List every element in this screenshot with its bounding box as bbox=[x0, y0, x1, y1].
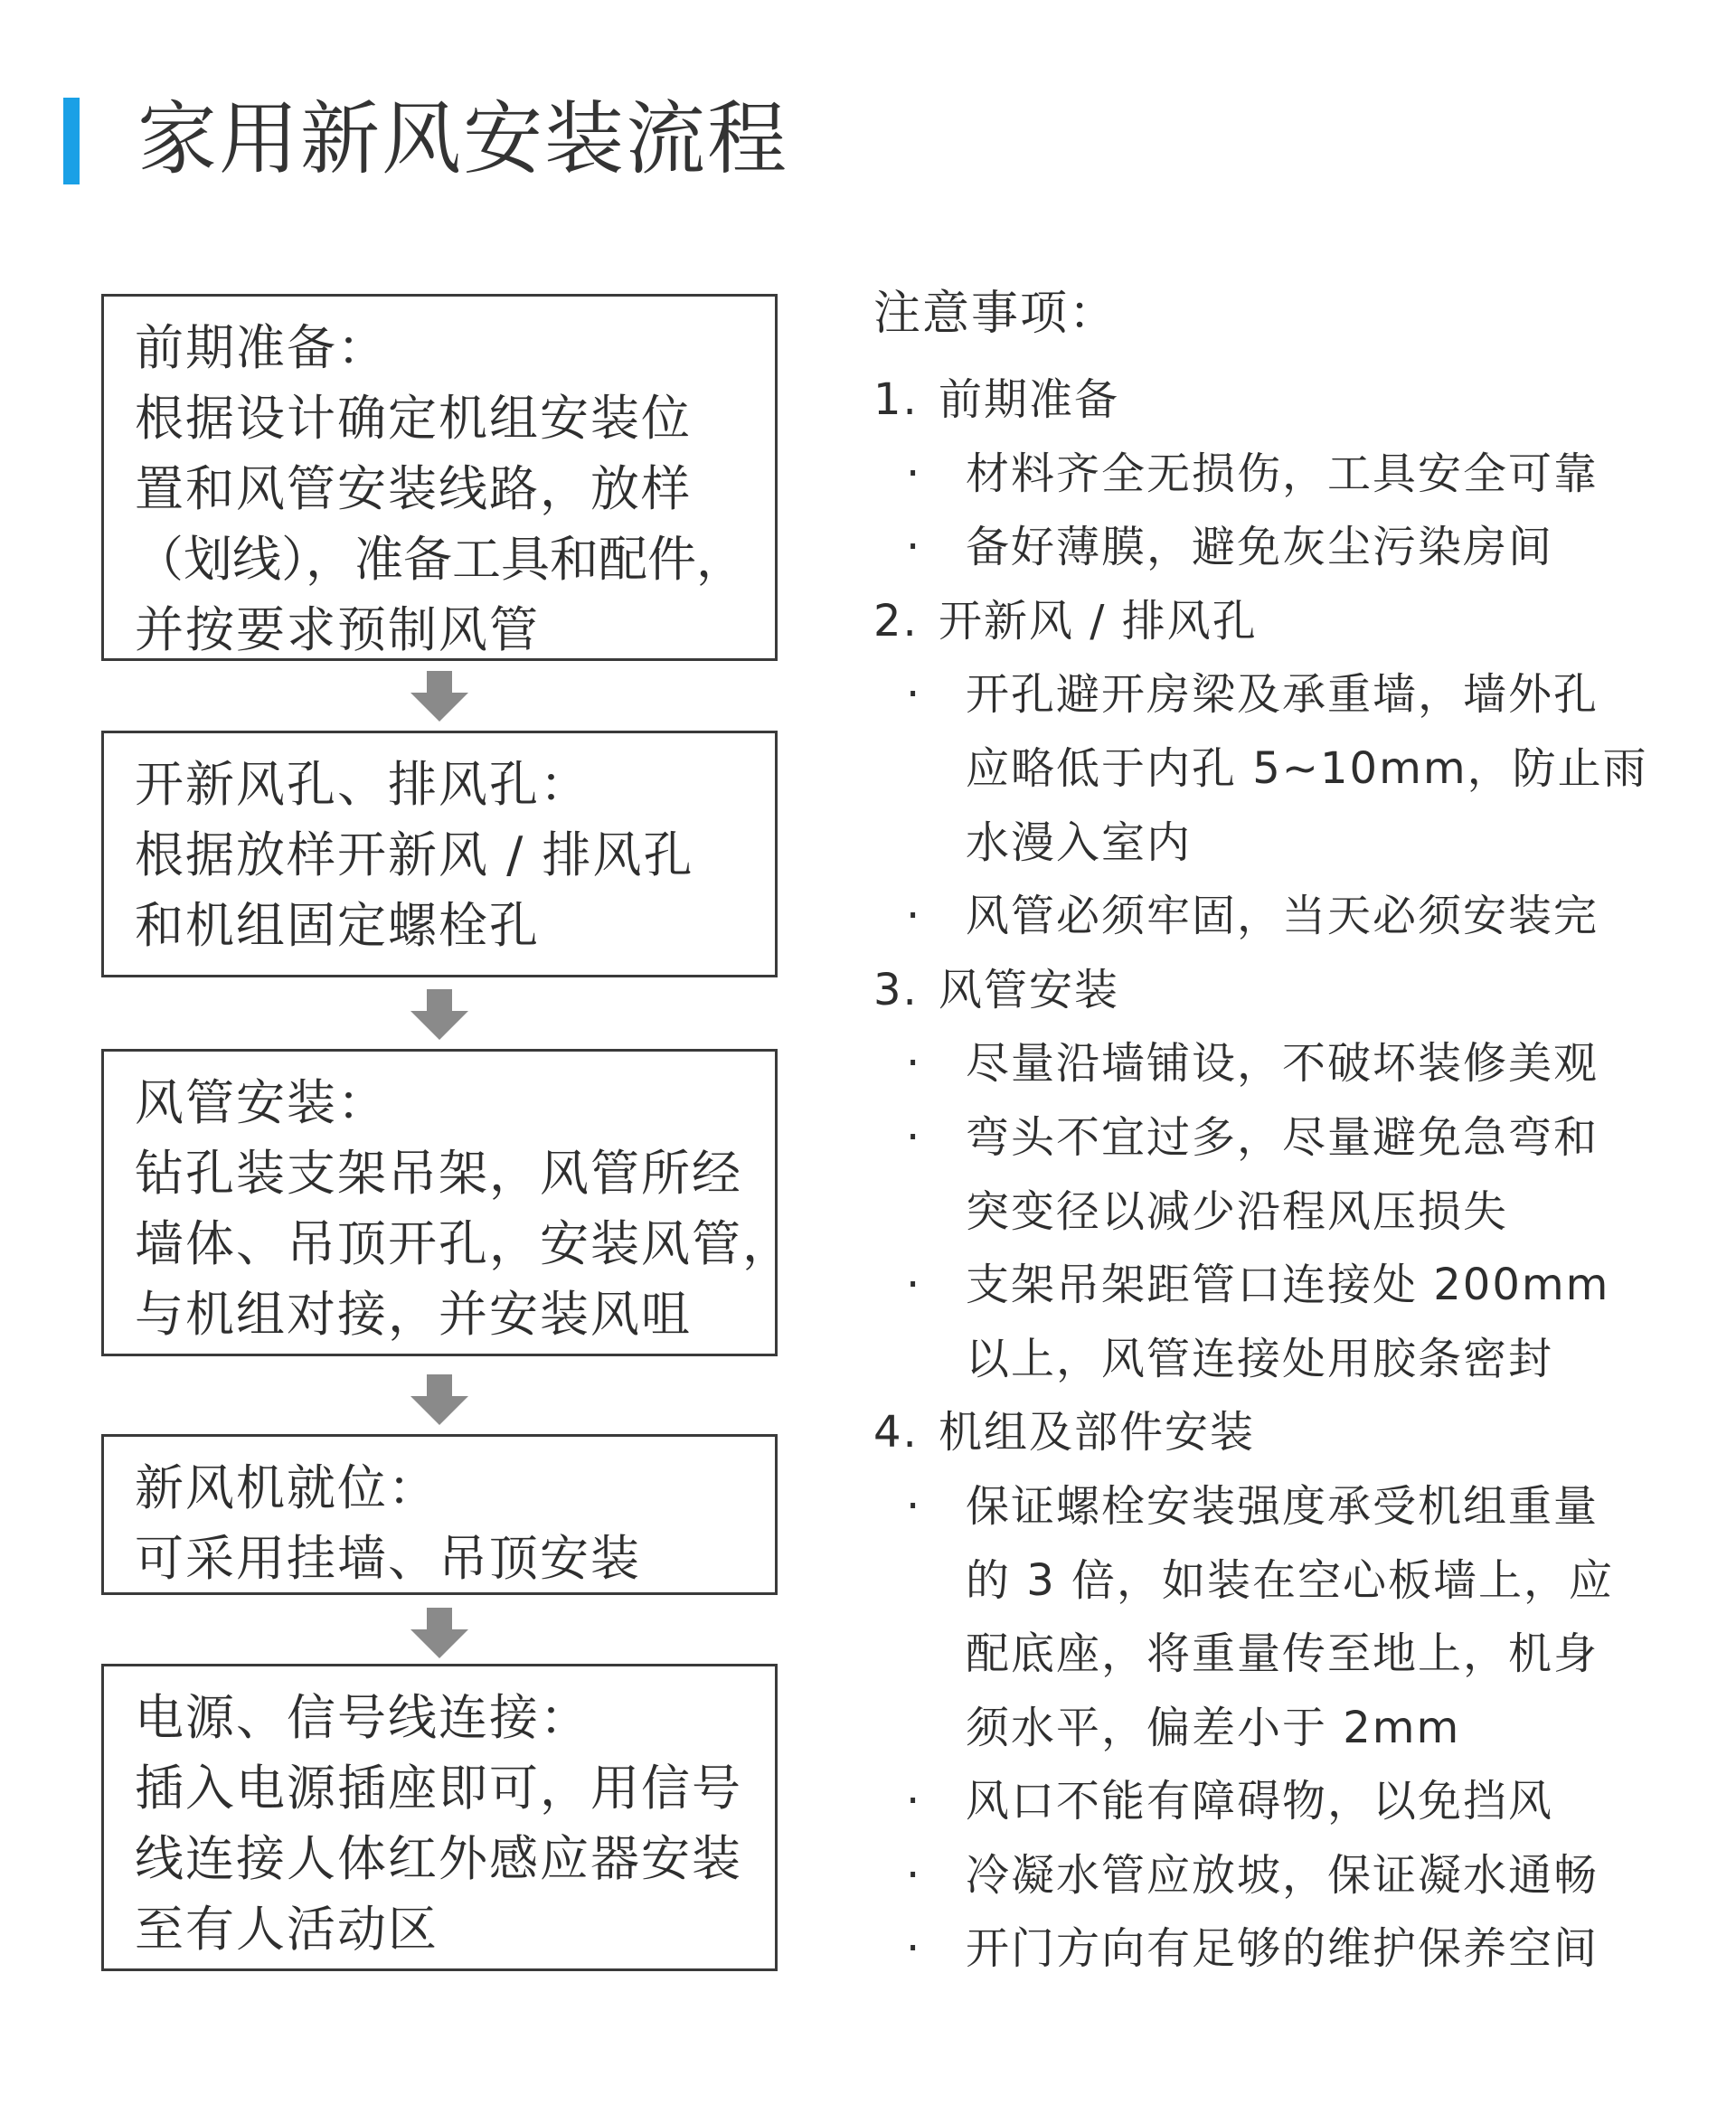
notes-section-heading bbox=[873, 585, 1687, 659]
note-text: 开孔避开房梁及承重墙，墙外孔 bbox=[966, 669, 1599, 721]
down-arrow-shape bbox=[410, 671, 468, 722]
note-bullet bbox=[873, 1765, 1687, 1839]
down-arrow-icon bbox=[410, 1374, 468, 1425]
bullet-dot-icon: · bbox=[906, 669, 922, 721]
down-arrow-icon bbox=[410, 671, 468, 722]
step-line: 根据设计确定机组安装位 bbox=[135, 390, 692, 447]
section-number: 2. bbox=[873, 595, 919, 647]
bullet-dot-icon: · bbox=[906, 1923, 922, 1975]
notes-title: 注意事项： bbox=[873, 287, 1118, 341]
bullet-dot-icon: · bbox=[906, 1260, 922, 1311]
page-title: 家用新风安装流程 bbox=[137, 92, 789, 185]
step-heading: 新风机就位： bbox=[135, 1459, 439, 1516]
note-continuation: 应略低于内孔 5~10mm，防止雨 bbox=[966, 742, 1648, 794]
note-bullet bbox=[873, 658, 1687, 732]
note-bullet bbox=[873, 880, 1687, 954]
bullet-dot-icon: · bbox=[906, 1480, 922, 1532]
title-accent-bar bbox=[63, 98, 80, 184]
note-text: 冷凝水管应放坡，保证凝水通畅 bbox=[966, 1849, 1599, 1901]
note-text: 尽量沿墙铺设，不破坏装修美观 bbox=[966, 1038, 1599, 1090]
note-continuation: 的 3 倍，如装在空心板墙上，应 bbox=[966, 1554, 1615, 1606]
down-arrow-shape bbox=[410, 1608, 468, 1658]
note-text: 保证螺栓安装强度承受机组重量 bbox=[966, 1480, 1599, 1532]
note-text: 弯头不宜过多，尽量避免急弯和 bbox=[966, 1111, 1599, 1163]
bullet-dot-icon: · bbox=[906, 448, 922, 499]
step-box-2 bbox=[101, 731, 778, 977]
section-number: 1. bbox=[873, 374, 919, 425]
notes-section-heading bbox=[873, 1396, 1687, 1470]
section-number: 4. bbox=[873, 1407, 919, 1458]
bullet-dot-icon: · bbox=[906, 522, 922, 573]
notes-section-heading bbox=[873, 954, 1687, 1028]
note-text: 支架吊架距管口连接处 200mm bbox=[966, 1260, 1610, 1311]
note-continuation: 配底座，将重量传至地上，机身 bbox=[966, 1628, 1599, 1680]
step-line: 线连接人体红外感应器安装 bbox=[135, 1830, 742, 1887]
note-bullet bbox=[873, 1249, 1687, 1323]
note-bullet bbox=[873, 1470, 1687, 1544]
step-box-4 bbox=[101, 1434, 778, 1595]
step-line: 和机组固定螺栓孔 bbox=[135, 897, 540, 954]
section-title: 风管安装 bbox=[939, 964, 1120, 1015]
note-continuation: 突变径以减少沿程风压损失 bbox=[966, 1185, 1509, 1237]
step-heading: 电源、信号线连接： bbox=[135, 1689, 590, 1746]
down-arrow-shape bbox=[410, 989, 468, 1040]
step-heading: 前期准备： bbox=[135, 319, 388, 376]
step-line: 根据放样开新风 / 排风孔 bbox=[135, 826, 694, 883]
note-text: 风管必须牢固，当天必须安装完 bbox=[966, 891, 1599, 942]
step-line: 与机组对接，并安装风咀 bbox=[135, 1286, 692, 1343]
step-heading: 开新风孔、排风孔： bbox=[135, 756, 590, 813]
bullet-dot-icon: · bbox=[906, 1111, 922, 1163]
bullet-dot-icon: · bbox=[906, 891, 922, 942]
step-line: 钻孔装支架吊架，风管所经 bbox=[135, 1145, 742, 1202]
note-text: 材料齐全无损伤，工具安全可靠 bbox=[966, 448, 1599, 499]
section-title: 前期准备 bbox=[939, 374, 1120, 425]
note-text: 开门方向有足够的维护保养空间 bbox=[966, 1923, 1599, 1975]
note-bullet bbox=[873, 1912, 1687, 1987]
note-bullet bbox=[873, 511, 1687, 585]
section-title: 机组及部件安装 bbox=[939, 1407, 1256, 1458]
step-heading: 风管安装： bbox=[135, 1074, 388, 1131]
section-title: 开新风 / 排风孔 bbox=[939, 595, 1258, 647]
note-bullet bbox=[873, 438, 1687, 512]
step-line: （划线），准备工具和配件， bbox=[135, 531, 745, 588]
note-bullet bbox=[873, 1027, 1687, 1101]
step-box-5 bbox=[101, 1664, 778, 1971]
down-arrow-icon bbox=[410, 1608, 468, 1658]
note-continuation: 水漫入室内 bbox=[966, 817, 1193, 868]
step-box-3 bbox=[101, 1049, 793, 1356]
step-line: 并按要求预制风管 bbox=[135, 601, 540, 658]
note-text: 风口不能有障碍物，以免挡风 bbox=[966, 1776, 1554, 1827]
section-number: 3. bbox=[873, 964, 919, 1015]
bullet-dot-icon: · bbox=[906, 1776, 922, 1827]
note-bullet bbox=[873, 1839, 1687, 1913]
bullet-dot-icon: · bbox=[906, 1849, 922, 1901]
step-line: 至有人活动区 bbox=[135, 1901, 439, 1958]
down-arrow-shape bbox=[410, 1374, 468, 1425]
step-line: 置和风管安装线路，放样 bbox=[135, 460, 692, 517]
notes-list bbox=[873, 363, 1687, 1987]
notes-section-heading bbox=[873, 363, 1687, 438]
note-text: 备好薄膜，避免灰尘污染房间 bbox=[966, 522, 1554, 573]
bullet-dot-icon: · bbox=[906, 1038, 922, 1090]
note-continuation: 以上，风管连接处用胶条密封 bbox=[966, 1333, 1554, 1384]
step-line: 插入电源插座即可，用信号 bbox=[135, 1760, 742, 1817]
down-arrow-icon bbox=[410, 989, 468, 1040]
step-line: 墙体、吊顶开孔，安装风管， bbox=[135, 1215, 793, 1272]
note-bullet bbox=[873, 1101, 1687, 1175]
step-box-1 bbox=[101, 294, 778, 661]
step-line: 可采用挂墙、吊顶安装 bbox=[135, 1530, 641, 1587]
note-continuation: 须水平，偏差小于 2mm bbox=[966, 1702, 1461, 1753]
